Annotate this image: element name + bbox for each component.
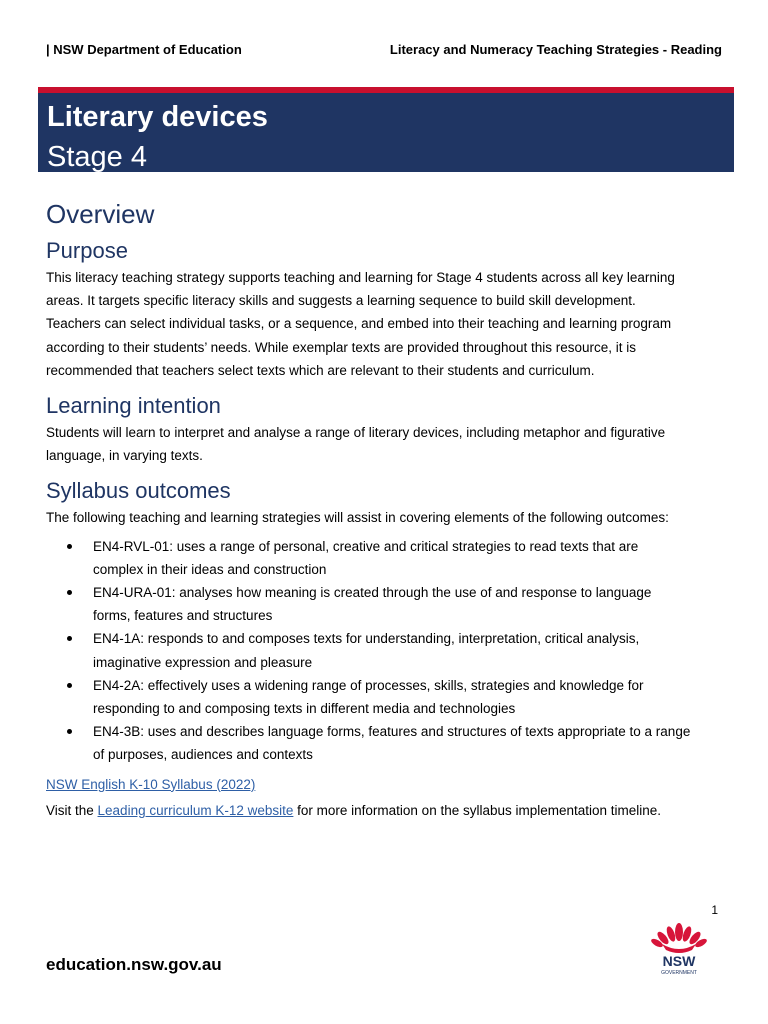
outcomes-intro: The following teaching and learning strategies will assist in covering elements of the following outcomes: <box>46 510 669 526</box>
bullet-icon <box>67 729 72 734</box>
visit-prefix: Visit the <box>46 802 98 818</box>
outcomes-list <box>46 535 726 767</box>
bullet-icon <box>67 590 72 595</box>
outcome-line: EN4-URA-01: analyses how meaning is created through the use of and response to language <box>93 585 652 601</box>
list-item <box>46 581 726 627</box>
list-item <box>46 627 726 673</box>
bullet-icon <box>67 636 72 641</box>
paragraph-line: Teachers can select individual tasks, or a sequence, and embed into their teaching and learning program <box>46 316 672 332</box>
outcome-line: forms, features and structures <box>93 608 273 624</box>
outcome-line: complex in their ideas and construction <box>93 561 327 577</box>
bullet-icon <box>67 544 72 549</box>
list-item <box>46 720 726 766</box>
footer-domain: education.nsw.gov.au <box>46 955 222 974</box>
header-document-title: Literacy and Numeracy Teaching Strategies - Reading <box>389 42 722 57</box>
page-number: 1 <box>711 903 718 917</box>
syllabus-link-line <box>46 773 726 796</box>
purpose-paragraph <box>46 266 726 382</box>
outcome-line: responding to and composing texts in different media and technologies <box>93 701 516 717</box>
outcome-line: EN4-RVL-01: uses a range of personal, creative and critical strategies to read texts that are <box>93 538 639 554</box>
paragraph-line: This literacy teaching strategy supports teaching and learning for Stage 4 students across all key learning <box>46 270 675 285</box>
page-title: Literary devices <box>47 101 268 133</box>
paragraph-line: Students will learn to interpret and analyse a range of literary devices, including metaphor and figurative <box>46 425 666 441</box>
paragraph-line: areas. It targets specific literacy skills and suggests a learning sequence to build skill development. <box>46 293 636 309</box>
outcome-line: EN4-3B: uses and describes language forms, features and structures of texts appropriate to a range <box>93 724 691 740</box>
logo-text: NSW <box>662 953 696 969</box>
visit-suffix: for more information on the syllabus implementation timeline. <box>293 802 662 818</box>
main-content <box>46 196 726 822</box>
header-department: | NSW Department of Education <box>46 42 242 57</box>
syllabus-outcomes-heading: Syllabus outcomes <box>46 478 231 504</box>
purpose-heading: Purpose <box>46 238 128 263</box>
logo-subtext: GOVERNMENT <box>661 970 697 976</box>
list-item <box>46 535 726 581</box>
leading-curriculum-link[interactable]: Leading curriculum K-12 website <box>97 802 294 818</box>
visit-sentence <box>46 799 726 822</box>
paragraph-line: language, in varying texts. <box>46 448 203 464</box>
outcome-line: of purposes, audiences and contexts <box>93 747 313 763</box>
list-item <box>46 674 726 720</box>
overview-heading: Overview <box>46 199 155 229</box>
syllabus-link[interactable]: NSW English K-10 Syllabus (2022) <box>46 776 256 792</box>
outcome-line: imaginative expression and pleasure <box>93 654 313 670</box>
learning-intention-paragraph <box>46 421 726 467</box>
page-subtitle: Stage 4 <box>47 141 147 173</box>
outcome-line: EN4-1A: responds to and composes texts for understanding, interpretation, critical analysis, <box>93 631 640 647</box>
bullet-icon <box>67 683 72 688</box>
nsw-waratah-logo-icon <box>648 920 710 976</box>
paragraph-line: recommended that teachers select texts which are relevant to their students and curriculum. <box>46 362 595 378</box>
paragraph-line: according to their students’ needs. While exemplar texts are provided throughout this resource, it is <box>46 339 637 355</box>
outcome-line: EN4-2A: effectively uses a widening range of processes, skills, strategies and knowledge for <box>93 677 644 693</box>
title-banner <box>38 87 734 172</box>
learning-intention-heading: Learning intention <box>46 393 221 419</box>
